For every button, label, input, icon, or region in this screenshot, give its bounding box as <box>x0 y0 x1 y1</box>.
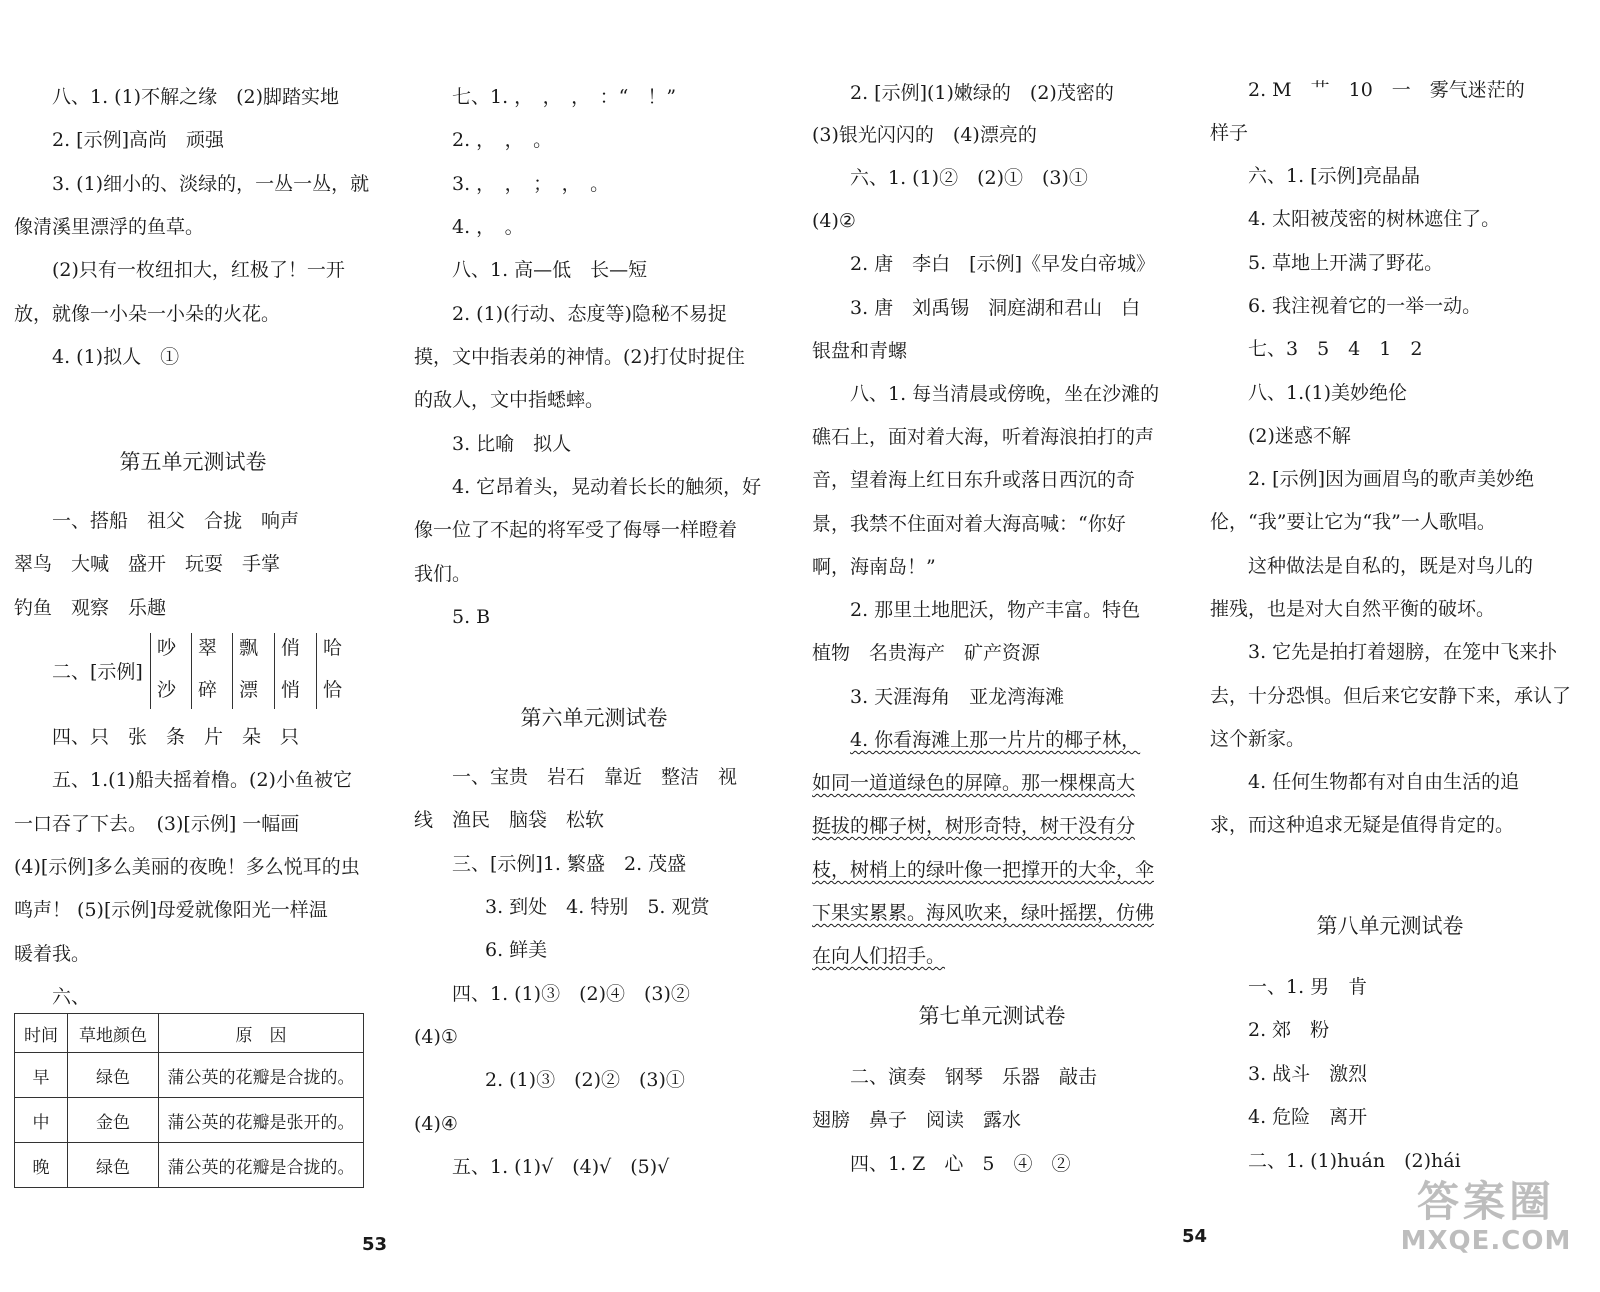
answer-line: 3. 唐 刘禹锡 洞庭湖和君山 白 <box>850 297 1141 319</box>
page-number-left: 53 <box>362 1234 388 1255</box>
answer-line: 2. 唐 李白 [示例]《早发白帝城》 <box>850 253 1155 275</box>
answer-line: 5. 草地上开满了野花。 <box>1248 252 1444 274</box>
unit-7-title: 第七单元测试卷 <box>918 1004 1066 1028</box>
watermark-url: MXQE.COM <box>1400 1226 1572 1256</box>
answer-line: 二、1. (1)huán (2)hái <box>1248 1150 1461 1172</box>
character-bottom: 悄 <box>281 679 301 701</box>
answer-line: (4)[示例]多么美丽的夜晚！多么悦耳的虫 <box>14 856 360 878</box>
answer-line: 放，就像一小朵一小朵的火花。 <box>14 303 281 325</box>
answer-line: 四、1. (1)③ (2)④ (3)② <box>452 983 690 1005</box>
answer-line: 4. 太阳被茂密的树林遮住了。 <box>1248 208 1501 230</box>
grass-color-table <box>14 1013 364 1188</box>
answer-line: 一、搭船 祖父 合拢 响声 <box>52 510 300 532</box>
character-pair <box>316 633 345 709</box>
table-cell: 金色 <box>68 1098 159 1143</box>
answer-line: 暖着我。 <box>14 943 91 965</box>
answer-line: 音，望着海上红日东升或落日西沉的奇 <box>812 469 1136 491</box>
answer-line: 六、1. [示例]亮晶晶 <box>1248 165 1420 187</box>
character-pair <box>274 633 303 709</box>
answer-line: 五、1. (1)√ (4)√ (5)√ <box>452 1156 670 1178</box>
answer-line: (4)④ <box>414 1113 458 1135</box>
table-row <box>15 1143 364 1188</box>
answer-line: 3. 它先是拍打着翅膀，在笼中飞来扑 <box>1248 641 1558 663</box>
answer-line: 礁石上，面对着大海，听着海浪拍打的声 <box>812 426 1155 448</box>
answer-line: 4. 任何生物都有对自由生活的追 <box>1248 771 1520 793</box>
answer-line: 这种做法是自私的，既是对鸟儿的 <box>1248 555 1534 577</box>
answer-line: 样子 <box>1210 122 1249 144</box>
table-header-cell: 时间 <box>15 1014 68 1053</box>
answer-line: 3. (1)细小的、淡绿的，一丛一丛，就 <box>52 173 370 195</box>
answer-line: 2. 郊 粉 <box>1248 1019 1330 1041</box>
answer-line: 鸣声！ (5)[示例]母爱就像阳光一样温 <box>14 899 328 921</box>
underlined-line: 4. 你看海滩上那一片片的椰子林， <box>850 729 1141 751</box>
answer-line: 3. 战斗 激烈 <box>1248 1063 1368 1085</box>
answer-line: 钓鱼 观察 乐趣 <box>14 597 167 619</box>
table-cell: 蒲公英的花瓣是合拢的。 <box>159 1143 364 1188</box>
character-top: 俏 <box>281 637 301 659</box>
answer-line: 七、1. ， ， ， ：“ ！” <box>452 86 677 108</box>
underlined-line: 如同一道道绿色的屏障。那一棵棵高大 <box>812 772 1136 794</box>
table-row <box>15 1053 364 1098</box>
underlined-line: 枝，树梢上的绿叶像一把撑开的大伞，伞 <box>812 859 1155 881</box>
answer-line: 三、[示例]1. 繁盛 2. 茂盛 <box>452 853 687 875</box>
column-2 <box>414 0 774 1292</box>
character-pair <box>232 633 261 709</box>
answer-line: 我们。 <box>414 563 472 585</box>
answer-line: 4. ， 。 <box>452 216 524 238</box>
table-cell: 晚 <box>15 1143 68 1188</box>
column-3 <box>812 0 1172 1292</box>
table-cell: 绿色 <box>68 1053 159 1098</box>
underlined-line: 在向人们招手。 <box>812 945 946 967</box>
answer-line: 2. (1)(行动、态度等)隐秘不易捉 <box>452 303 727 325</box>
answer-line: 二、演奏 钢琴 乐器 敲击 <box>850 1066 1098 1088</box>
answer-line: 6. 我注视着它的一举一动。 <box>1248 295 1482 317</box>
answer-line: 植物 名贵海产 矿产资源 <box>812 642 1041 664</box>
character-bottom: 恰 <box>323 679 343 701</box>
answer-line: 一、宝贵 岩石 靠近 整洁 视 <box>452 766 738 788</box>
table-header-cell: 草地颜色 <box>68 1014 159 1053</box>
character-bottom: 漂 <box>239 679 259 701</box>
underlined-line: 下果实累累。海风吹来，绿叶摇摆，仿佛 <box>812 902 1155 924</box>
answer-line: 线 渔民 脑袋 松软 <box>414 809 605 831</box>
answer-line: 2. [示例](1)嫩绿的 (2)茂密的 <box>850 82 1114 104</box>
table-cell: 中 <box>15 1098 68 1143</box>
table-cell: 绿色 <box>68 1143 159 1188</box>
answer-line: 八、1. 高—低 长—短 <box>452 259 648 281</box>
answer-line: 3. 天涯海角 亚龙湾海滩 <box>850 686 1065 708</box>
watermark-text: 答案圈 <box>1416 1177 1555 1226</box>
character-pair <box>150 633 179 709</box>
watermark-logo <box>1388 1178 1584 1256</box>
table-cell: 早 <box>15 1053 68 1098</box>
character-pair <box>191 633 220 709</box>
answer-line: 八、1.(1)美妙绝伦 <box>1248 382 1408 404</box>
answer-line: 像一位了不起的将军受了侮辱一样瞪着 <box>414 519 738 541</box>
answer-line: 翠鸟 大喊 盛开 玩耍 手掌 <box>14 553 281 575</box>
answer-line: (4)① <box>414 1026 458 1048</box>
answer-line: 2. 那里土地肥沃，物产丰富。特色 <box>850 599 1141 621</box>
answer-line: (3)银光闪闪的 (4)漂亮的 <box>812 124 1037 146</box>
answer-line: 六、1. (1)② (2)① (3)① <box>850 167 1088 189</box>
character-top: 飘 <box>239 637 259 659</box>
unit-5-title: 第五单元测试卷 <box>119 450 267 474</box>
answer-line: 翅膀 鼻子 阅读 露水 <box>812 1109 1022 1131</box>
table-header-cell: 原 因 <box>159 1014 364 1053</box>
underlined-line: 挺拔的椰子树，树形奇特，树干没有分 <box>812 815 1136 837</box>
answer-line: 八、1. 每当清晨或傍晚，坐在沙滩的 <box>850 383 1160 405</box>
column-4 <box>1210 0 1570 1292</box>
character-top: 哈 <box>323 637 343 659</box>
answer-line: 3. 比喻 拟人 <box>452 433 572 455</box>
answer-line: 2. [示例]因为画眉鸟的歌声美妙绝 <box>1248 468 1534 490</box>
character-bottom: 沙 <box>157 679 177 701</box>
character-bottom: 碎 <box>198 679 218 701</box>
answer-line: 景，我禁不住面对着大海高喊：“你好 <box>812 513 1126 535</box>
answer-line: 去，十分恐惧。但后来它安静下来，承认了 <box>1210 685 1572 707</box>
column-1 <box>14 0 372 1292</box>
choice-label: 二、[示例] <box>52 661 143 683</box>
character-top: 吵 <box>157 637 177 659</box>
answer-line: 四、只 张 条 片 朵 只 <box>52 726 300 748</box>
answer-line: 3. 到处 4. 特别 5. 观赏 <box>466 896 710 918</box>
unit-8-title: 第八单元测试卷 <box>1316 914 1464 938</box>
table-cell: 蒲公英的花瓣是张开的。 <box>159 1098 364 1143</box>
answer-line: 2. (1)③ (2)② (3)① <box>466 1069 685 1091</box>
answer-line: 2. [示例]高尚 顽强 <box>52 129 224 151</box>
table-header-row <box>15 1014 364 1053</box>
answer-line: 银盘和青螺 <box>812 340 908 362</box>
answer-line: 伦，“我”要让它为“我”一人歌唱。 <box>1210 511 1496 533</box>
character-top: 翠 <box>198 637 218 659</box>
answer-line: 2. ， ， 。 <box>452 129 553 151</box>
answer-line: 摧残，也是对大自然平衡的破坏。 <box>1210 598 1496 620</box>
answer-line: 一、1. 男 肯 <box>1248 976 1368 998</box>
table-cell: 蒲公英的花瓣是合拢的。 <box>159 1053 364 1098</box>
answer-line: (4)② <box>812 210 856 232</box>
answer-line: 啊，海南岛！” <box>812 556 936 578</box>
answer-line: 像清溪里漂浮的鱼草。 <box>14 216 205 238</box>
answer-line: 五、1.(1)船夫摇着橹。(2)小鱼被它 <box>52 769 352 791</box>
answer-line: 四、1. Z 心 5 ④ ② <box>850 1153 1071 1175</box>
answer-line: 这个新家。 <box>1210 728 1306 750</box>
answer-line: 求，而这种追求无疑是值得肯定的。 <box>1210 814 1515 836</box>
answer-line: 4. 危险 离开 <box>1248 1106 1368 1128</box>
unit-6-title: 第六单元测试卷 <box>520 706 668 730</box>
answer-line: 6. 鲜美 <box>466 939 548 961</box>
answer-line: 的敌人，文中指蟋蟀。 <box>414 389 605 411</box>
answer-line: (2)只有一枚纽扣大，红极了！一开 <box>52 259 345 281</box>
answer-line: 4. 它昂着头，晃动着长长的触须，好 <box>452 476 762 498</box>
answer-line: 摸，文中指表弟的神情。(2)打仗时捉住 <box>414 346 745 368</box>
answer-line: (2)迷惑不解 <box>1248 425 1351 447</box>
answer-line: 六、 <box>52 986 91 1008</box>
answer-line: 2. M 艹 10 一 雾气迷茫的 <box>1248 79 1525 101</box>
answer-line: 5. B <box>452 606 491 628</box>
answer-line: 七、3 5 4 1 2 <box>1248 338 1423 360</box>
answer-line: 4. (1)拟人 ① <box>52 346 180 368</box>
answer-line: 3. ， ， ； ， 。 <box>452 173 610 195</box>
page-number-right: 54 <box>1182 1226 1208 1247</box>
answer-line: 八、1. (1)不解之缘 (2)脚踏实地 <box>52 86 339 108</box>
answer-line: 一口吞了下去。 (3)[示例] 一幅画 <box>14 813 300 835</box>
table-row <box>15 1098 364 1143</box>
